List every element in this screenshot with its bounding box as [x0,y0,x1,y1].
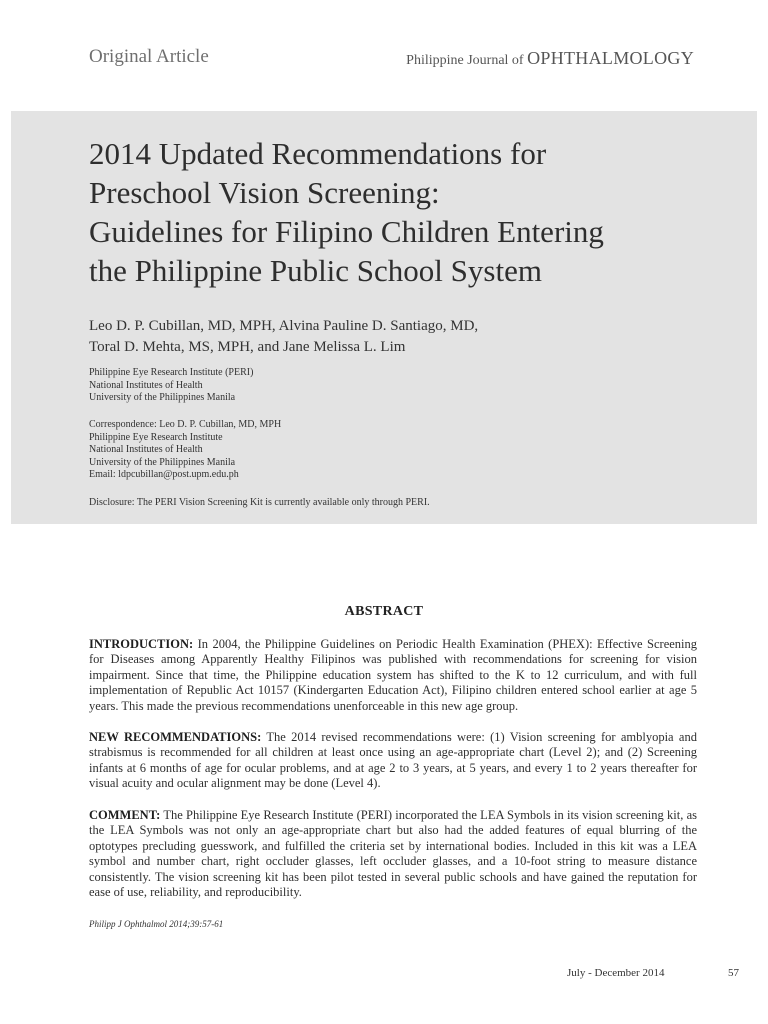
affiliation [89,367,729,405]
correspondence-line: Philippine Eye Research Institute [89,431,223,443]
running-head-section: Original Article [89,46,209,67]
title-line: Preschool Vision Screening: [89,175,440,210]
footer-date: July - December 2014 [567,967,665,979]
disclosure: Disclosure: The PERI Vision Screening Kit is currently available only through PERI. [89,497,430,508]
correspondence-line: National Institutes of Health [89,444,203,455]
title-line: the Philippine Public School System [89,253,542,288]
abstract-comment [89,808,697,900]
correspondence [89,419,729,482]
page-number: 57 [728,967,739,979]
introduction-text: In 2004, the Philippine Guidelines on Periodic Health Examination (PHEX): Effective Screening for Diseases among Apparently Healthy Filipinos was published with recommendations for screening for vision impairment. Since that time, the Philippine education system has shifted to the K to 12 curriculum, and with full implementation of Republic Act 10157 (Kindergarten Education Act), Filipino children entered school earlier at age 5 years. This made the previous recommendations unenforceable in this new age group. [89,637,698,713]
comment-text: The Philippine Eye Research Institute (PERI) incorporated the LEA Symbols in its vision screening kit, as the LEA Symbols was not only an age-appropriate chart but also had the added features of equal blurring of the optotypes precluding guesswork, and fulfilled the criteria set by international bodies. Included in this kit was a LEA symbol and number chart, right occluder glasses, left occluder glasses, and a 10-foot string to measure distance consistently. The vision screening kit has been pilot tested in several public schools and have gained the reputation for ease of use, reliability, and reproducibility. [89,808,697,900]
new-recommendations-label: NEW RECOMMENDATIONS: [89,730,262,744]
author-line: Toral D. Mehta, MS, MPH, and Jane Melissa L. Lim [89,339,406,355]
new-recommendations-text: The 2014 revised recommendations were: (1) Vision screening for amblyopia and strabismus is recommended for all children at least once using an age-appropriate chart (Level 2); and (2) Screening infants at 6 months of age for ocular problems, and at age 2 to 3 years, at 5 years, and every 1 to 2 years thereafter for visual acuity and ocular alignment may be done (Level 4). [89,730,697,791]
journal-prefix: Philippine Journal of [406,53,524,68]
affiliation-line: University of the Philippines Manila [89,392,236,403]
abstract-introduction [89,637,697,714]
affiliation-line: National Institutes of Health [89,379,203,391]
comment-label: COMMENT: [89,808,161,822]
introduction-label: INTRODUCTION: [89,637,194,651]
abstract-new-recommendations [89,730,697,792]
abstract-heading: ABSTRACT [344,604,424,619]
correspondence-line: Correspondence: Leo D. P. Cubillan, MD, MPH [89,419,282,430]
article-title [89,134,729,290]
correspondence-email: Email: ldpcubillan@post.upm.edu.ph [89,469,239,480]
author-line: Leo D. P. Cubillan, MD, MPH, Alvina Pauline D. Santiago, MD, [89,318,479,334]
citation: Philipp J Ophthalmol 2014;39:57-61 [89,919,224,929]
running-head-journal [406,48,694,69]
title-block [11,111,757,524]
journal-name: OPHTHALMOLOGY [527,48,694,68]
author-list [89,316,729,358]
affiliation-line: Philippine Eye Research Institute (PERI) [89,367,254,378]
correspondence-line: University of the Philippines Manila [89,456,236,468]
title-line: Guidelines for Filipino Children Entering [89,214,604,249]
title-line: 2014 Updated Recommendations for [89,136,547,171]
